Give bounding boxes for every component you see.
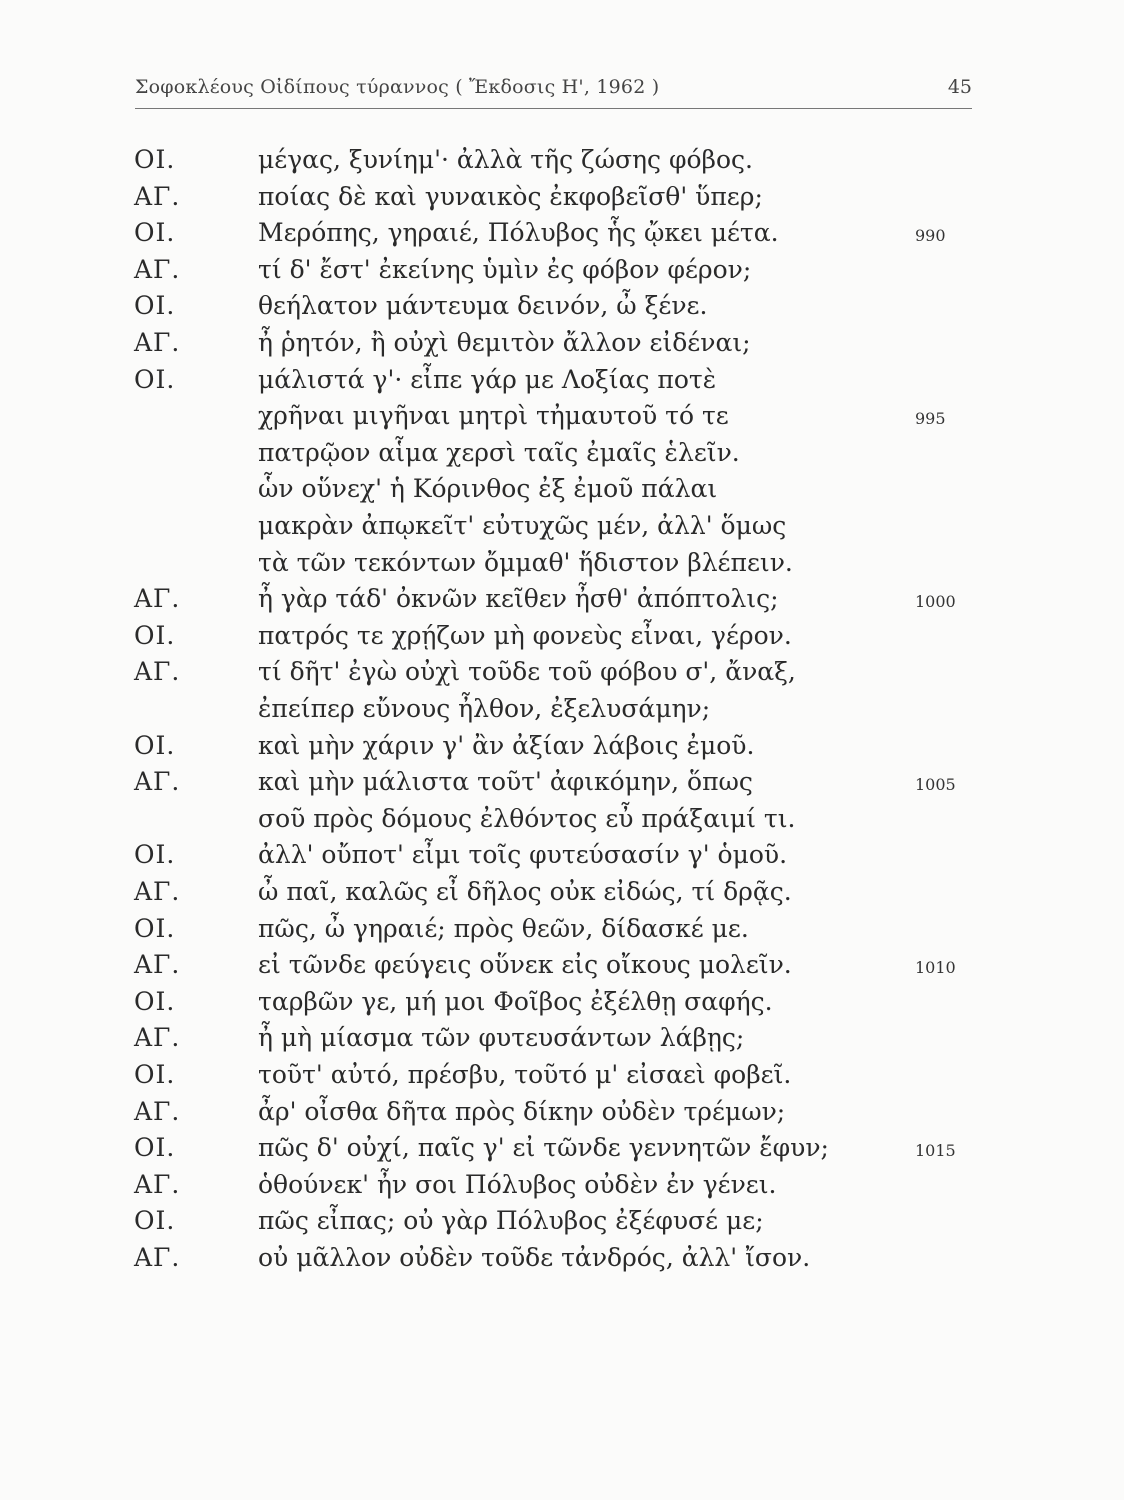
verse-line (0, 397, 1124, 434)
verse-text: εἰ τῶνδε φεύγεις οὕνεκ εἰς οἴκους μολεῖν. (258, 950, 792, 980)
verse-line (0, 653, 1124, 690)
speaker-label: ΟΙ. (134, 1060, 176, 1089)
verse-text: τί δῆτ' ἐγὼ οὐχὶ τοῦδε τοῦ φόβου σ', ἄναξ, (258, 657, 796, 687)
verse-line (0, 1056, 1124, 1093)
verse-line (0, 727, 1124, 764)
running-head (135, 76, 972, 106)
verse-text: ταρβῶν γε, μή μοι Φοῖβος ἐξέλθῃ σαφής. (258, 986, 773, 1016)
verse-text: τὰ τῶν τεκόντων ὄμμαθ' ἥδιστον βλέπειν. (258, 547, 793, 577)
verse-line (0, 800, 1124, 837)
verse-line (0, 983, 1124, 1020)
speaker-label: ΑΓ. (134, 328, 181, 357)
speaker-label: ΑΓ. (134, 584, 181, 614)
verse-text: οὐ μᾶλλον οὐδὲν τοῦδε τἀνδρός, ἀλλ' ἴσον. (258, 1243, 811, 1272)
line-number: 1015 (915, 1141, 956, 1161)
speaker-label: ΑΓ. (134, 1243, 181, 1272)
verse-line (0, 1019, 1124, 1056)
verse-text: πατρός τε χρῄζων μὴ φονεὺς εἶναι, γέρον. (258, 620, 792, 650)
verse-line (0, 690, 1124, 727)
verse-line (0, 434, 1124, 471)
line-number: 1005 (915, 775, 956, 795)
speaker-label: ΟΙ. (134, 986, 176, 1016)
verse-line (0, 361, 1124, 398)
speaker-label: ΟΙ. (134, 1206, 176, 1236)
speaker-label: ΟΙ. (134, 840, 176, 870)
verse-text: πῶς δ' οὐχί, παῖς γ' εἰ τῶνδε γεννητῶν ἔφυν; (258, 1133, 829, 1163)
verse-text: μάλιστά γ'· εἶπε γάρ με Λοξίας ποτὲ (258, 364, 717, 394)
verse-line (0, 1239, 1124, 1276)
running-title: Σοφοκλέους Οἰδίπους τύραννος ( Ἔκδοσις Η', 1962 ) (135, 76, 660, 98)
speaker-label: ΑΓ. (134, 1096, 181, 1126)
page-number: 45 (947, 76, 972, 98)
verse-line (0, 1093, 1124, 1130)
speaker-label: ΑΓ. (134, 767, 181, 797)
line-number: 990 (915, 226, 946, 246)
verse-line (0, 617, 1124, 654)
verse-text: πῶς εἶπας; οὐ γὰρ Πόλυβος ἐξέφυσέ με; (258, 1206, 764, 1236)
line-number: 1010 (915, 958, 956, 978)
verse-text: ἀλλ' οὔποτ' εἶμι τοῖς φυτεύσασίν γ' ὁμοῦ. (258, 840, 788, 870)
speaker-label: ΟΙ. (134, 291, 176, 321)
verse-text: θεήλατον μάντευμα δεινόν, ὦ ξένε. (258, 291, 708, 321)
verse-line (0, 544, 1124, 581)
speaker-label: ΟΙ. (134, 913, 176, 943)
speaker-label: ΟΙ. (134, 730, 176, 760)
verse-text: ὦ παῖ, καλῶς εἶ δῆλος οὐκ εἰδώς, τί δρᾷς. (258, 877, 792, 906)
speaker-label: ΟΙ. (134, 145, 176, 174)
speaker-label: ΑΓ. (134, 254, 181, 284)
verse-text: καὶ μὴν χάριν γ' ἂν ἀξίαν λάβοις ἐμοῦ. (258, 730, 755, 760)
verse-text: ὁθούνεκ' ἦν σοι Πόλυβος οὐδὲν ἐν γένει. (258, 1169, 777, 1199)
verse-line (0, 324, 1124, 361)
verse-line (0, 470, 1124, 507)
verse-line (0, 141, 1124, 178)
verse-line (0, 251, 1124, 288)
verse-line (0, 580, 1124, 617)
verse-line (0, 507, 1124, 544)
verse-text: πῶς, ὦ γηραιέ; πρὸς θεῶν, δίδασκέ με. (258, 913, 749, 943)
verse-line (0, 836, 1124, 873)
speaker-label: ΑΓ. (134, 1023, 181, 1053)
verse-text: ἦ ῥητόν, ἢ οὐχὶ θεμιτὸν ἄλλον εἰδέναι; (258, 328, 751, 357)
speaker-label: ΑΓ. (134, 181, 181, 211)
verse-line (0, 873, 1124, 910)
verse-text: ἦ μὴ μίασμα τῶν φυτευσάντων λάβῃς; (258, 1023, 745, 1053)
speaker-label: ΑΓ. (134, 657, 181, 687)
speaker-label: ΟΙ. (134, 364, 176, 394)
verse-line (0, 1202, 1124, 1239)
verse-text: ἆρ' οἶσθα δῆτα πρὸς δίκην οὐδὲν τρέμων; (258, 1096, 786, 1126)
verse-text: Μερόπης, γηραιέ, Πόλυβος ἧς ᾤκει μέτα. (258, 218, 779, 248)
verse-text: σοῦ πρὸς δόμους ἐλθόντος εὖ πράξαιμί τι. (258, 803, 796, 833)
speaker-label: ΑΓ. (134, 1169, 181, 1199)
verse-text: καὶ μὴν μάλιστα τοῦτ' ἀφικόμην, ὅπως (258, 767, 753, 797)
verse-line (0, 763, 1124, 800)
verse-text: ποίας δὲ καὶ γυναικὸς ἐκφοβεῖσθ' ὕπερ; (258, 181, 763, 211)
speaker-label: ΟΙ. (134, 218, 176, 248)
verse-line (0, 910, 1124, 947)
verse-line (0, 287, 1124, 324)
speaker-label: ΑΓ. (134, 877, 181, 906)
verse-line (0, 178, 1124, 215)
verse-text: χρῆναι μιγῆναι μητρὶ τἠμαυτοῦ τό τε (258, 401, 729, 431)
verse-text: ἦ γὰρ τάδ' ὀκνῶν κεῖθεν ἦσθ' ἀπόπτολις; (258, 584, 779, 614)
verse-line (0, 946, 1124, 983)
verse-line (0, 1129, 1124, 1166)
verse-text: πατρῷον αἷμα χερσὶ ταῖς ἐμαῖς ἑλεῖν. (258, 437, 740, 467)
speaker-label: ΟΙ. (134, 620, 176, 650)
verse-line (0, 214, 1124, 251)
header-rule (135, 108, 972, 109)
verse-text: ἐπείπερ εὔνους ἦλθον, ἐξελυσάμην; (258, 694, 711, 723)
verse-text: μέγας, ξυνίημ'· ἀλλὰ τῆς ζώσης φόβος. (258, 145, 753, 174)
verse-text: τοῦτ' αὐτό, πρέσβυ, τοῦτό μ' εἰσαεὶ φοβεῖ. (258, 1060, 792, 1089)
speaker-label: ΑΓ. (134, 950, 181, 980)
verse-text: ὧν οὕνεχ' ἡ Κόρινθος ἐξ ἐμοῦ πάλαι (258, 474, 718, 504)
speaker-label: ΟΙ. (134, 1133, 176, 1163)
line-number: 995 (915, 409, 946, 429)
verse-text: τί δ' ἔστ' ἐκείνης ὑμὶν ἐς φόβον φέρον; (258, 254, 752, 284)
verse-text: μακρὰν ἀπῳκεῖτ' εὐτυχῶς μέν, ἀλλ' ὅμως (258, 511, 787, 540)
verse-line (0, 1166, 1124, 1203)
line-number: 1000 (915, 592, 956, 612)
